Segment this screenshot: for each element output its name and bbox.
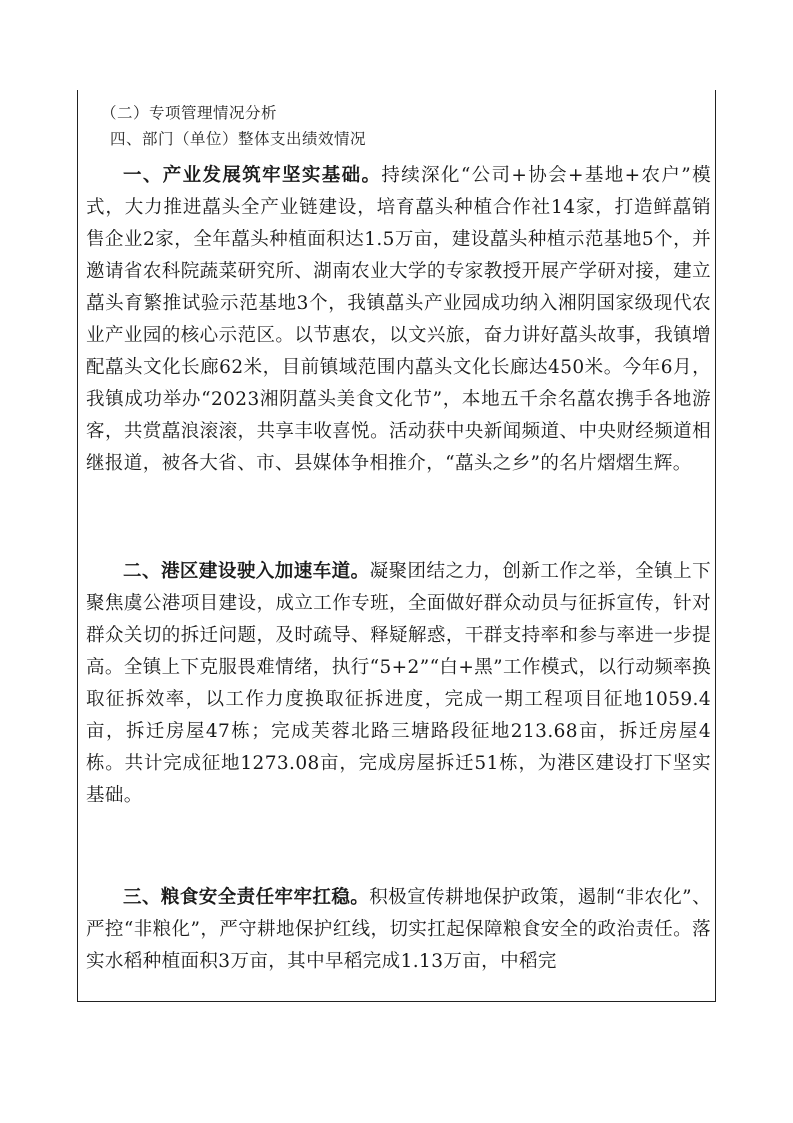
paragraph-industry [86,160,711,480]
paragraph-body: 持续深化“公司+协会+基地+农户”模式，大力推进藠头全产业链建设，培育藠头种植合作社14家，打造鲜藠销售企业2家，全年藠头种植面积达1.5万亩，建设藠头种植示范基地5个，并邀请省农科院蔬菜研究所、湖南农业大学的专家教授开展产学研对接，建立藠头育繁推试验示范基地3个，我镇藠头产业园成功纳入湘阴国家级现代农业产业园的核心示范区。以节惠农，以文兴旅，奋力讲好藠头故事，我镇增配藠头文化长廊62米，目前镇域范围内藠头文化长廊达450米。今年6月，我镇成功举办“2023湘阴藠头美食文化节”，本地五千余名藠农携手各地游客，共赏藠浪滚滚，共享丰收喜悦。活动获中央新闻频道、中央财经频道相继报道，被各大省、市、县媒体争相推介，“藠头之乡”的名片熠熠生辉。 [86,165,711,474]
paragraph-lead: 二、港区建设驶入加速车道。 [123,561,370,582]
paragraph-lead: 一、产业发展筑牢坚实基础。 [123,165,382,186]
paragraph-body: 积极宣传耕地保护政策，遏制“非农化”、严控“非粮化”，严守耕地保护红线，切实扛起保障粮食安全的政治责任。落实水稻种植面积3万亩，其中早稻完成1.13万亩，中稻完 [86,887,711,972]
section-subheading: （二）专项管理情况分析 [101,104,278,122]
paragraph-lead: 三、粮食安全责任牢牢扛稳。 [123,887,370,908]
section-heading: 四、部门（单位）整体支出绩效情况 [110,130,367,148]
paragraph-port [86,556,711,812]
paragraph-body: 凝聚团结之力，创新工作之举，全镇上下聚焦虞公港项目建设，成立工作专班，全面做好群众动员与征拆宣传，针对群众关切的拆迁问题，及时疏导、释疑解惑，干群支持率和参与率进一步提高。全镇上下克服畏难情绪，执行“5+2”“白+黑”工作模式，以行动频率换取征拆效率，以工作力度换取征拆进度，完成一期工程项目征地1059.4亩，拆迁房屋47栋；完成芙蓉北路三塘路段征地213.68亩，拆迁房屋4栋。共计完成征地1273.08亩，完成房屋拆迁51栋，为港区建设打下坚实基础。 [86,561,711,806]
paragraph-grain [86,882,711,978]
